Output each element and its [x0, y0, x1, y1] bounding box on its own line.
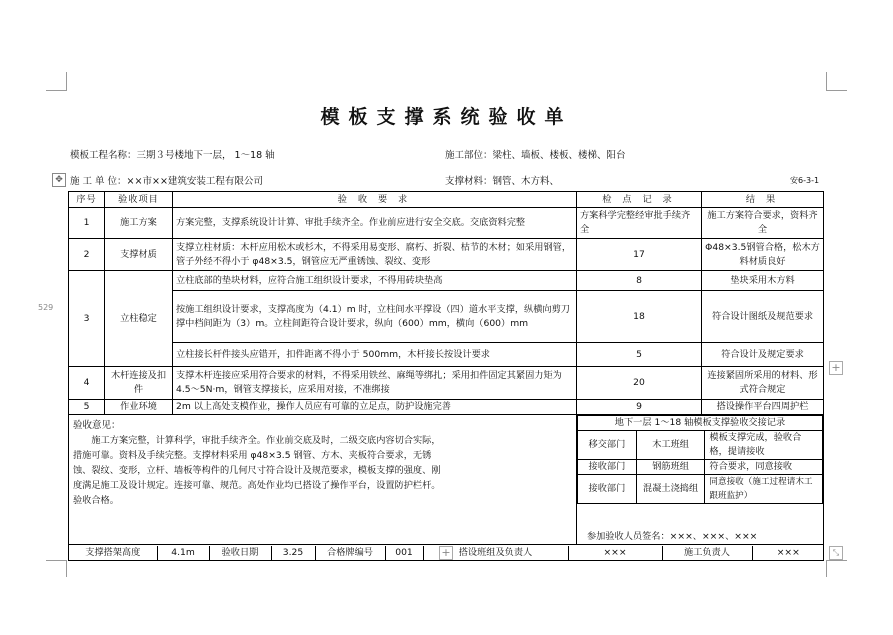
footer-cell: [69, 545, 824, 561]
table-row: [69, 239, 824, 271]
row-no: 4: [69, 367, 105, 400]
construction-unit: 施 工 单 位：××市××建筑安装工程有限公司: [70, 176, 263, 187]
row-result: 符合设计及规定要求: [702, 343, 824, 367]
table-move-handle-icon[interactable]: ✥: [52, 173, 66, 187]
footer-row: [69, 545, 824, 561]
row-no: 2: [69, 239, 105, 271]
row-requirement: 方案完整，支撑系统设计计算、审批手续齐全。作业前应进行安全交底。交底资料完整: [173, 208, 577, 239]
project-name: 模板工程名称：三期３号楼地下一层， 1～18 轴: [70, 150, 275, 161]
col-header-requirements: 验 收 要 求: [173, 192, 577, 208]
handover-note: 同意接收（施工过程请木工跟班监护）: [705, 475, 823, 504]
row-no: 3: [69, 271, 105, 367]
team-value: ×××: [568, 546, 662, 560]
table-row: [69, 343, 824, 367]
team-label: 搭设班组及负责人: [423, 546, 568, 560]
date-label: 验收日期: [209, 546, 271, 560]
handover-note: 模板支撑完成，验收合格，提请接收: [705, 431, 823, 460]
table-resize-handle-icon[interactable]: ⤡: [829, 546, 843, 560]
handover-dept: 接收部门: [578, 475, 637, 504]
form-code: 安6-3-1: [790, 176, 820, 185]
row-record: 20: [577, 367, 702, 400]
row-record: 18: [577, 291, 702, 343]
handover-unit: 混凝土浇捣组: [636, 475, 705, 504]
row-record: 方案科学完整经审批手续齐全: [577, 208, 702, 239]
handover-table: [577, 415, 823, 504]
table-row: [69, 208, 824, 239]
crop-mark-bottom-right: [826, 560, 847, 577]
row-requirement: 立柱底部的垫块材料，应符合施工组织设计要求，不得用砖块垫高: [173, 271, 577, 291]
signers: 参加验收人员签名：×××、×××、×××: [587, 531, 758, 542]
row-record: 5: [577, 343, 702, 367]
cert-label: 合格牌编号: [315, 546, 385, 560]
row-requirement: 按施工组织设计要求，支撑高度为（4.1）m 时，立柱间水平撑设（四）道水平支撑，纵横向剪刀撑中档间距为（3）m。立柱间距符合设计要求，纵向（600）mm，横向（600）mm: [173, 291, 577, 343]
row-item: 作业环境: [105, 400, 173, 415]
add-row-bottom-icon[interactable]: +: [439, 546, 453, 560]
page-number: 529: [38, 303, 54, 312]
row-result: 连接紧固所采用的材料、形式符合规定: [702, 367, 824, 400]
cert-value: 001: [385, 546, 423, 560]
opinion-label: 验收意见：: [73, 420, 121, 431]
row-record: 8: [577, 271, 702, 291]
col-header-item: 验收项目: [105, 192, 173, 208]
table-row: [69, 400, 824, 415]
col-header-records: 检 点 记 录: [577, 192, 702, 208]
row-item: 木杆连接及扣件: [105, 367, 173, 400]
handover-dept: 移交部门: [578, 431, 637, 460]
handover-cell: [577, 415, 824, 545]
crop-mark-bottom-left: [46, 560, 67, 577]
opinion-row: [69, 415, 824, 545]
construction-location: 施工部位：梁柱、墙板、楼板、楼梯、阳台: [445, 150, 626, 161]
col-header-no: 序号: [69, 192, 105, 208]
inspection-table: [68, 191, 824, 561]
row-requirement: 立柱接长杆件接头应错开，扣件距离不得小于 500mm，木杆接长按设计要求: [173, 343, 577, 367]
handover-dept: 接收部门: [578, 460, 637, 475]
handover-title: 地下一层 1～18 轴模板支撑验收交接记录: [578, 416, 823, 431]
row-result: 垫块采用木方料: [702, 271, 824, 291]
row-requirement: 支撑木杆连接应采用符合要求的材料，不得采用铁丝、麻绳等绑扎；采用扣件固定其紧固力矩为 4.5～5N·m，钢管支撑接长，应采用对接，不准绑接: [173, 367, 577, 400]
row-result: 符合设计图纸及规范要求: [702, 291, 824, 343]
handover-row: [578, 431, 823, 460]
support-material: 支撑材料：钢管、木方料、: [445, 176, 560, 187]
date-value: 3.25: [271, 546, 315, 560]
footer-table: [69, 546, 824, 560]
row-record: 17: [577, 239, 702, 271]
row-no: 1: [69, 208, 105, 239]
handover-note: 符合要求，同意接收: [705, 460, 823, 475]
row-result: 搭设操作平台四周护栏: [702, 400, 824, 415]
document-title: 模板支撑系统验收单: [320, 106, 573, 128]
height-value: 4.1m: [157, 546, 209, 560]
row-item: 支撑材质: [105, 239, 173, 271]
row-no: 5: [69, 400, 105, 415]
row-requirement: 支撑立柱材质：木杆应用松木或杉木，不得采用易变形、腐朽、折裂、枯节的木材；如采用钢管，管子外经不得小于 φ48×3.5，钢管应无严重锈蚀、裂纹、变形: [173, 239, 577, 271]
table-row: [69, 291, 824, 343]
table-header-row: [69, 192, 824, 208]
handover-unit: 木工班组: [636, 431, 705, 460]
handover-row: [578, 475, 823, 504]
table-row: [69, 271, 824, 291]
handover-unit: 钢筋班组: [636, 460, 705, 475]
opinion-text: 施工方案完整，计算科学，审批手续齐全。作业前交底及时，二级交底内容切合实际，措施可靠。资料及手续完整。支撑材料采用 φ48×3.5 钢管、方木、夹板符合要求，无锈蚀、裂纹、变形，立杆、墙板等构件的几何尺寸符合设计及规范要求，模板支撑的强度、刚度满足施工及设计规定。连接可靠、规范。高处作业均已搭设了操作平台，设置防护栏杆。验收合格。: [73, 435, 441, 506]
row-item: 施工方案: [105, 208, 173, 239]
opinion-cell: [69, 415, 577, 545]
table-row: [69, 367, 824, 400]
row-requirement: 2m 以上高处支模作业，操作人员应有可靠的立足点，防护设施完善: [173, 400, 577, 415]
height-label: 支撑搭架高度: [69, 546, 157, 560]
lead-value: ×××: [776, 546, 800, 558]
handover-row: [578, 460, 823, 475]
col-header-result: 结 果: [702, 192, 824, 208]
lead-label: 施工负责人: [662, 546, 752, 560]
row-result: 施工方案符合要求，资料齐全: [702, 208, 824, 239]
row-result: Φ48×3.5钢管合格，松木方料材质良好: [702, 239, 824, 271]
crop-mark-top-left: [46, 72, 67, 91]
add-row-right-icon[interactable]: +: [829, 361, 843, 375]
crop-mark-top-right: [826, 72, 847, 91]
row-record: 9: [577, 400, 702, 415]
row-item: 立柱稳定: [105, 271, 173, 367]
